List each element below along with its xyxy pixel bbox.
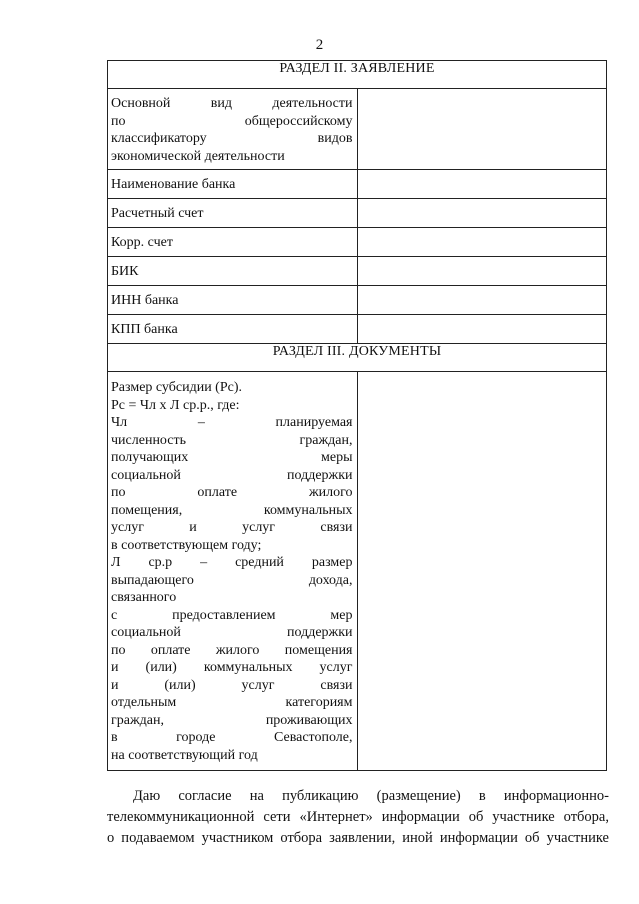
subsidy-formula-line: по оплате жилого помещения (111, 642, 353, 658)
field-label-bik: БИК (111, 264, 139, 280)
consent-line: о подаваемом участником отбора заявлении, иной информации об участнике (107, 830, 609, 846)
subsidy-formula-line: помещения, коммунальных (111, 502, 353, 518)
field-row-bank-kpp (108, 315, 607, 344)
field-row-bank-inn (108, 286, 607, 315)
subsidy-formula-line: услуг и услуг связи (111, 520, 353, 535)
field-value-bank-inn[interactable] (357, 286, 607, 315)
okved-label-line: классификатору видов (111, 131, 353, 146)
field-row-settlement-account (108, 199, 607, 228)
field-label-bank-name: Наименование банка (111, 177, 236, 193)
subsidy-formula-line: Л ср.р – средний размер (111, 555, 353, 570)
subsidy-formula-line: отдельным категориям (111, 695, 353, 710)
subsidy-formula-line: Рс = Чл х Л ср.р., где: (111, 397, 240, 413)
subsidy-formula-line: численность граждан, (111, 432, 353, 448)
field-label-bank-inn: ИНН банка (111, 293, 179, 309)
field-value-settlement-account[interactable] (357, 199, 607, 228)
subsidy-value-cell[interactable] (357, 372, 607, 771)
field-row-bik (108, 257, 607, 286)
subsidy-formula-cell (108, 372, 358, 771)
field-row-bank-name (108, 170, 607, 199)
subsidy-row (108, 372, 607, 771)
page-number: 2 (315, 37, 324, 53)
subsidy-formula-line: выпадающего дохода, (111, 572, 353, 588)
field-value-bank-name[interactable] (357, 170, 607, 199)
okved-label-line: экономической деятельности (111, 148, 285, 164)
subsidy-formula-line: и (или) коммунальных услуг (111, 660, 353, 675)
section-3-header-row (108, 344, 607, 372)
okved-label-line: Основной вид деятельности (111, 96, 353, 111)
section-3-title: РАЗДЕЛ III. ДОКУМЕНТЫ (108, 344, 607, 372)
section-2-title: РАЗДЕЛ II. ЗАЯВЛЕНИЕ (108, 61, 607, 89)
field-label-bank-kpp: КПП банка (111, 322, 178, 338)
field-row-corr-account (108, 228, 607, 257)
okved-row (108, 89, 607, 170)
field-value-bik[interactable] (357, 257, 607, 286)
subsidy-formula-line: связанного (111, 590, 177, 605)
subsidy-formula-line: социальной поддержки (111, 625, 353, 640)
subsidy-formula-line: в городе Севастополе, (111, 730, 353, 745)
application-form-table (107, 60, 607, 771)
field-label-corr-account: Корр. счет (111, 235, 173, 251)
subsidy-formula-line: и (или) услуг связи (111, 677, 353, 693)
subsidy-formula-line: социальной поддержки (111, 467, 353, 483)
field-value-bank-kpp[interactable] (357, 315, 607, 344)
okved-value-cell[interactable] (357, 89, 607, 170)
subsidy-formula-line: на соответствующий год (111, 747, 258, 763)
subsidy-formula-line: с предоставлением мер (111, 607, 353, 623)
okved-label-cell (108, 89, 358, 170)
field-label-settlement-account: Расчетный счет (111, 206, 204, 222)
section-2-header-row (108, 61, 607, 89)
subsidy-formula-line: в соответствующем году; (111, 537, 262, 553)
subsidy-formula-line: получающих меры (111, 450, 353, 465)
subsidy-formula-line: по оплате жилого (111, 485, 353, 500)
subsidy-formula-line: Чл – планируемая (111, 415, 353, 430)
field-value-corr-account[interactable] (357, 228, 607, 257)
consent-line: телекоммуникационной сети «Интернет» информации об участнике отбора, (107, 809, 609, 825)
subsidy-formula-line: граждан, проживающих (111, 712, 353, 728)
consent-paragraph (107, 786, 609, 849)
subsidy-formula-line: Размер субсидии (Рс). (111, 380, 243, 395)
consent-line: Даю согласие на публикацию (размещение) в информационно- (133, 788, 609, 804)
okved-label-line: по общероссийскому (111, 113, 353, 129)
